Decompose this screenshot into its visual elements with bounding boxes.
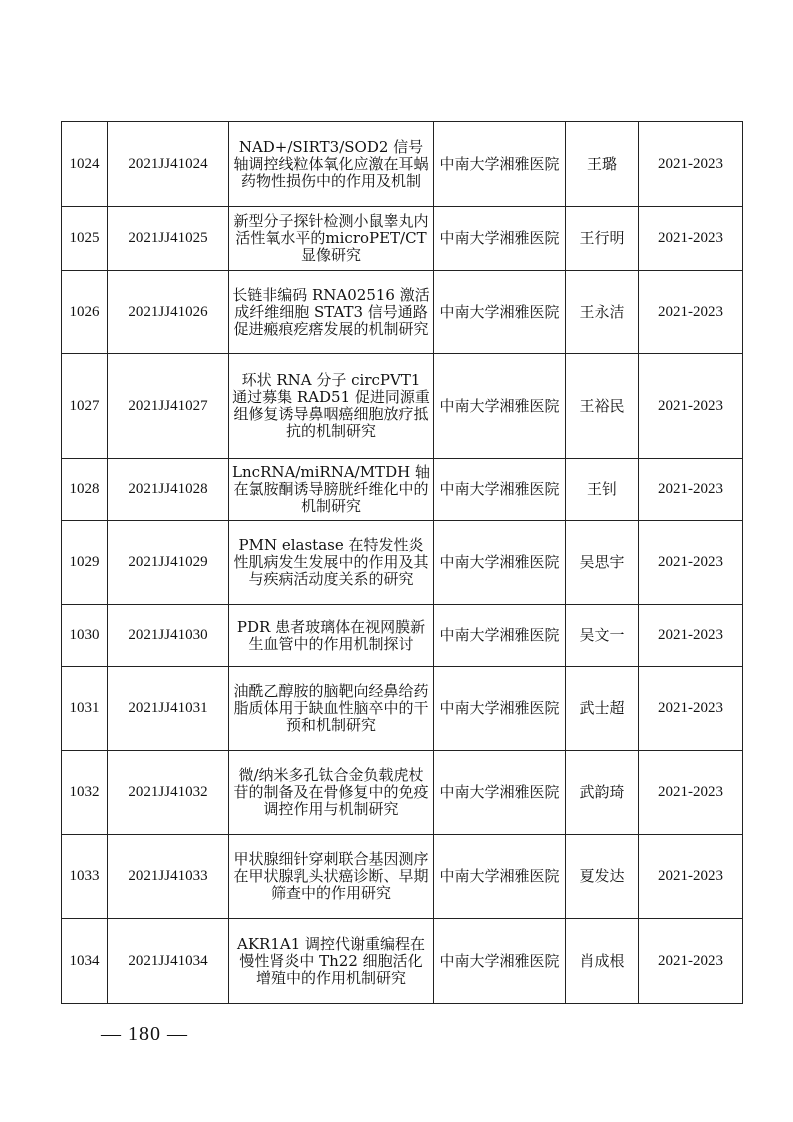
principal-investigator: 王璐 (566, 122, 639, 207)
project-title: LncRNA/miRNA/MTDH 轴在氯胺酮诱导膀胱纤维化中的机制研究 (229, 459, 434, 521)
page-number: — 180 — (101, 1023, 188, 1045)
project-title: 微/纳米多孔钛合金负载虎杖苷的制备及在骨修复中的免疫调控作用与机制研究 (229, 751, 434, 835)
principal-investigator: 武士超 (566, 667, 639, 751)
project-period: 2021-2023 (639, 751, 743, 835)
project-code: 2021JJ41029 (108, 521, 229, 605)
row-number: 1033 (62, 835, 108, 919)
institution: 中南大学湘雅医院 (434, 667, 566, 751)
project-code: 2021JJ41031 (108, 667, 229, 751)
project-title: NAD+/SIRT3/SOD2 信号轴调控线粒体氧化应激在耳蜗药物性损伤中的作用及机制 (229, 122, 434, 207)
project-period: 2021-2023 (639, 605, 743, 667)
principal-investigator: 肖成根 (566, 919, 639, 1004)
table-row (62, 919, 743, 1004)
table-row (62, 521, 743, 605)
grant-table-body (62, 122, 743, 1004)
row-number: 1032 (62, 751, 108, 835)
project-code: 2021JJ41030 (108, 605, 229, 667)
institution: 中南大学湘雅医院 (434, 459, 566, 521)
table-row (62, 122, 743, 207)
institution: 中南大学湘雅医院 (434, 751, 566, 835)
project-code: 2021JJ41027 (108, 354, 229, 459)
institution: 中南大学湘雅医院 (434, 354, 566, 459)
project-code: 2021JJ41034 (108, 919, 229, 1004)
table-row (62, 459, 743, 521)
institution: 中南大学湘雅医院 (434, 207, 566, 271)
principal-investigator: 王裕民 (566, 354, 639, 459)
project-title: AKR1A1 调控代谢重编程在慢性肾炎中 Th22 细胞活化增殖中的作用机制研究 (229, 919, 434, 1004)
project-title: 环状 RNA 分子 circPVT1 通过募集 RAD51 促进同源重组修复诱导鼻咽癌细胞放疗抵抗的机制研究 (229, 354, 434, 459)
table-row (62, 751, 743, 835)
institution: 中南大学湘雅医院 (434, 919, 566, 1004)
row-number: 1029 (62, 521, 108, 605)
row-number: 1030 (62, 605, 108, 667)
table-row (62, 835, 743, 919)
project-code: 2021JJ41026 (108, 271, 229, 354)
grant-table (61, 121, 743, 1004)
row-number: 1034 (62, 919, 108, 1004)
principal-investigator: 吴文一 (566, 605, 639, 667)
project-code: 2021JJ41024 (108, 122, 229, 207)
table-row (62, 605, 743, 667)
principal-investigator: 王永洁 (566, 271, 639, 354)
project-period: 2021-2023 (639, 354, 743, 459)
institution: 中南大学湘雅医院 (434, 122, 566, 207)
row-number: 1025 (62, 207, 108, 271)
table-row (62, 271, 743, 354)
project-title: PMN elastase 在特发性炎性肌病发生发展中的作用及其与疾病活动度关系的研究 (229, 521, 434, 605)
project-period: 2021-2023 (639, 271, 743, 354)
project-code: 2021JJ41033 (108, 835, 229, 919)
project-period: 2021-2023 (639, 521, 743, 605)
project-title: 甲状腺细针穿刺联合基因测序在甲状腺乳头状癌诊断、早期筛查中的作用研究 (229, 835, 434, 919)
institution: 中南大学湘雅医院 (434, 605, 566, 667)
table-row (62, 667, 743, 751)
row-number: 1028 (62, 459, 108, 521)
row-number: 1031 (62, 667, 108, 751)
project-period: 2021-2023 (639, 835, 743, 919)
project-code: 2021JJ41025 (108, 207, 229, 271)
project-period: 2021-2023 (639, 919, 743, 1004)
row-number: 1027 (62, 354, 108, 459)
project-period: 2021-2023 (639, 667, 743, 751)
project-title: 新型分子探针检测小鼠睾丸内活性氧水平的microPET/CT 显像研究 (229, 207, 434, 271)
row-number: 1024 (62, 122, 108, 207)
principal-investigator: 武韵琦 (566, 751, 639, 835)
project-period: 2021-2023 (639, 207, 743, 271)
project-period: 2021-2023 (639, 122, 743, 207)
row-number: 1026 (62, 271, 108, 354)
principal-investigator: 夏发达 (566, 835, 639, 919)
table-row (62, 354, 743, 459)
project-title: PDR 患者玻璃体在视网膜新生血管中的作用机制探讨 (229, 605, 434, 667)
project-code: 2021JJ41032 (108, 751, 229, 835)
institution: 中南大学湘雅医院 (434, 271, 566, 354)
project-title: 油酰乙醇胺的脑靶向经鼻给药脂质体用于缺血性脑卒中的干预和机制研究 (229, 667, 434, 751)
principal-investigator: 王钊 (566, 459, 639, 521)
project-period: 2021-2023 (639, 459, 743, 521)
institution: 中南大学湘雅医院 (434, 521, 566, 605)
table-row (62, 207, 743, 271)
project-code: 2021JJ41028 (108, 459, 229, 521)
institution: 中南大学湘雅医院 (434, 835, 566, 919)
principal-investigator: 吴思宇 (566, 521, 639, 605)
principal-investigator: 王行明 (566, 207, 639, 271)
project-title: 长链非编码 RNA02516 激活成纤维细胞 STAT3 信号通路促进瘢痕疙瘩发展的机制研究 (229, 271, 434, 354)
